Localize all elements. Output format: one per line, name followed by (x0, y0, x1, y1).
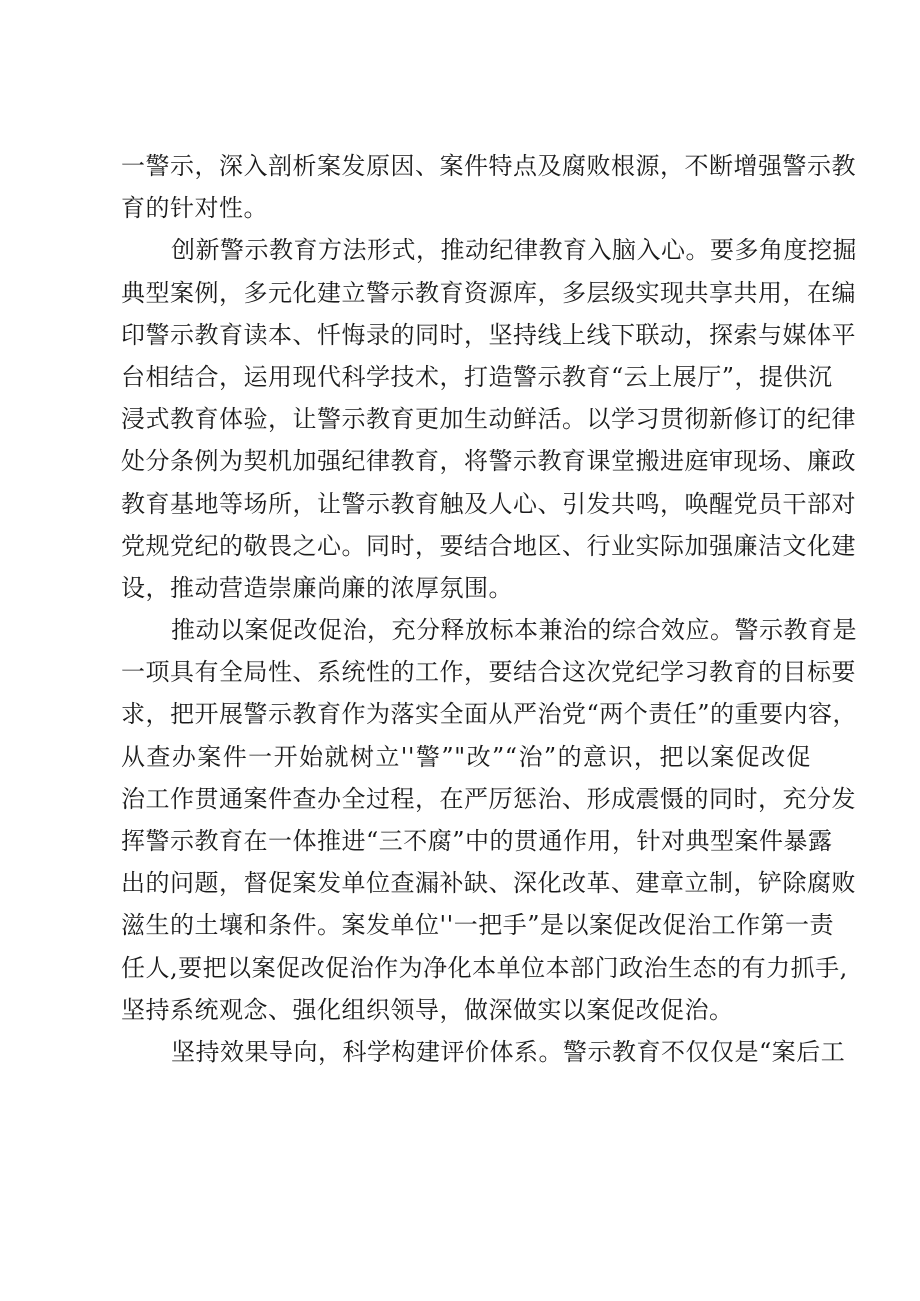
paragraph (121, 609, 858, 1031)
text-line: 坚持系统观念、强化组织领导，做深做实以案促改促治。 (121, 995, 734, 1024)
text-line: 浸式教育体验，让警示教育更加生动鲜活。以学习贯彻新修订的纪律 (121, 405, 856, 434)
text-line: 任人,要把以案促改促治作为净化本单位本部门政治生态的有力抓手, (121, 953, 848, 982)
text-line: 台相结合，运用现代科学技术，打造警示教育“云上展厅”，提供沉 (121, 362, 833, 391)
text-line: 育的针对性。 (121, 194, 268, 223)
text-line: 治工作贯通案件查办全过程，在严厉惩治、形成震慑的同时，充分发 (121, 784, 856, 813)
text-line: 印警示教育读本、忏悔录的同时，坚持线上线下联动，探索与媒体平 (121, 320, 856, 349)
text-line: 滋生的土壤和条件。案发单位''一把手”是以案促改促治工作第一责 (121, 911, 834, 940)
text-line: 处分条例为契机加强纪律教育，将警示教育课堂搬进庭审现场、廉政 (121, 447, 856, 476)
paragraph (121, 229, 857, 609)
text-line: 求，把开展警示教育作为落实全面从严治党“两个责任”的重要内容， (121, 700, 858, 729)
text-line: 党规党纪的敬畏之心。同时，要结合地区、行业实际加强廉洁文化建 (121, 531, 856, 560)
text-line: 设，推动营造崇廉尚廉的浓厚氛围。 (121, 573, 513, 602)
text-line: 一警示，深入剖析案发原因、案件特点及腐败根源，不断增强警示教 (121, 152, 856, 180)
text-line: 挥警示教育在一体推进“三不腐”中的贯通作用，针对典型案件暴露 (121, 827, 833, 855)
text-line: 一项具有全局性、系统性的工作，要结合这次党纪学习教育的目标要 (121, 658, 856, 687)
paragraph (121, 145, 856, 229)
paragraph (121, 1031, 846, 1073)
text-line: 推动以案促改促治，充分释放标本兼治的综合效应。警示教育是 (171, 616, 857, 645)
text-line: 从查办案件一开始就树立''警”"改”“治”的意识，把以案促改促 (121, 742, 811, 771)
document-body (121, 145, 858, 1073)
text-line: 创新警示教育方法形式，推动纪律教育入脑入心。要多角度挖掘 (171, 236, 857, 265)
text-line: 出的问题，督促案发单位查漏补缺、深化改革、建章立制，铲除腐败 (121, 869, 856, 898)
text-line: 坚持效果导向，科学构建评价体系。警示教育不仅仅是“案后工 (171, 1037, 846, 1066)
text-line: 典型案例，多元化建立警示教育资源库，多层级实现共享共用，在编 (121, 278, 856, 307)
text-line: 教育基地等场所，让警示教育触及人心、引发共鸣，唤醒党员干部对 (121, 489, 856, 518)
